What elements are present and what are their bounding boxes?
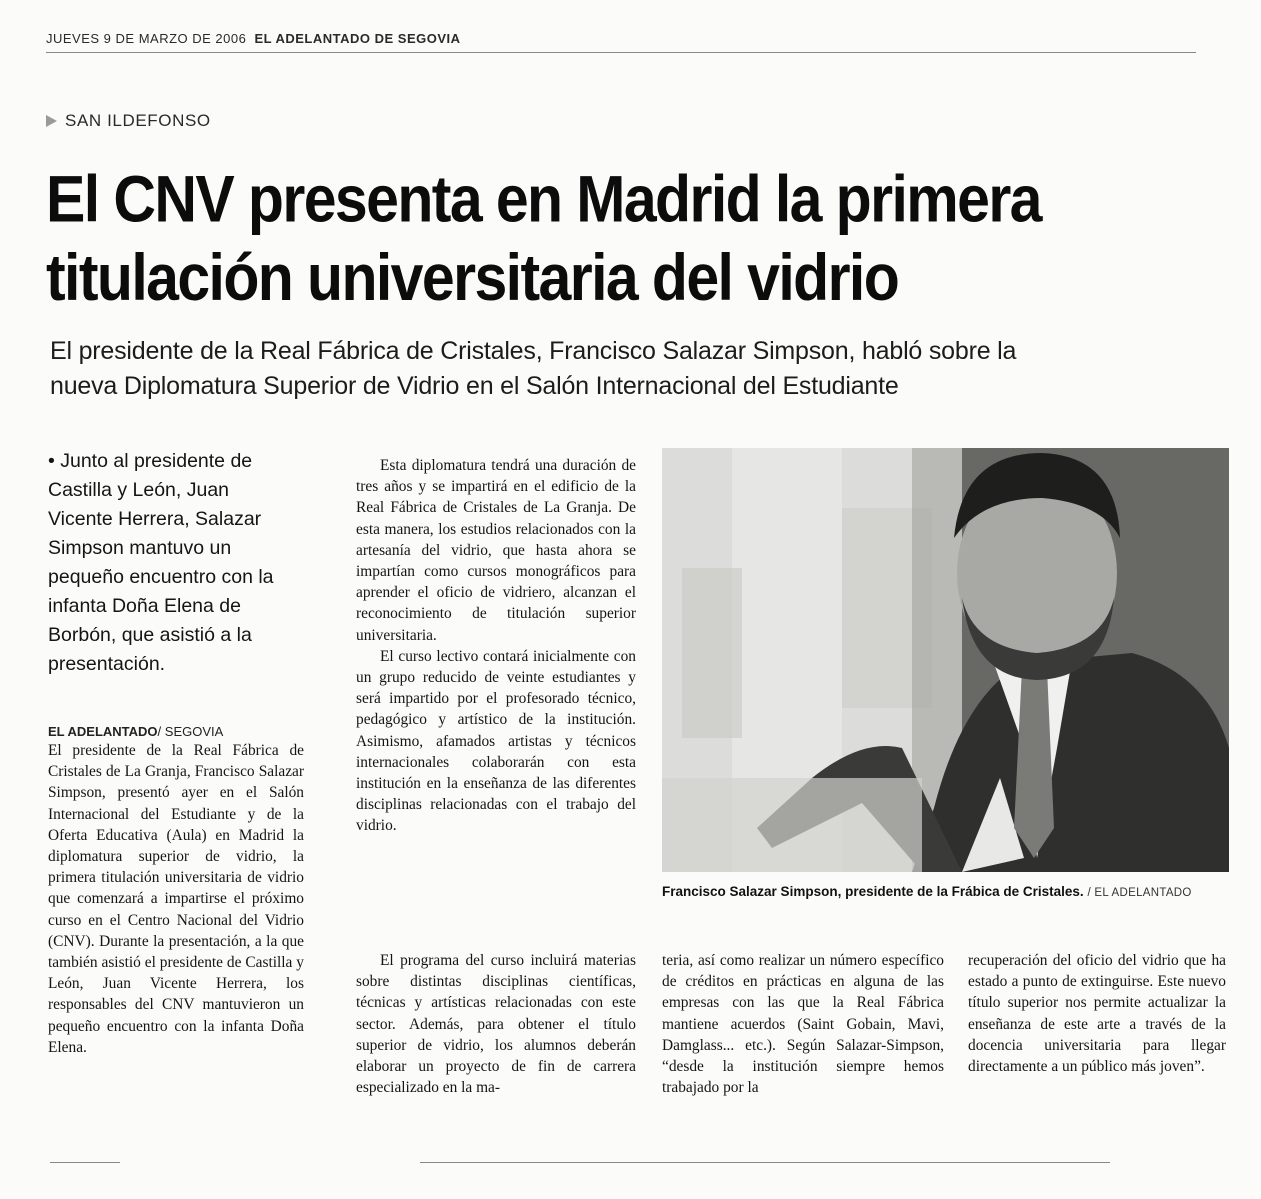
byline-agency: EL ADELANTADO bbox=[48, 724, 158, 739]
body-paragraph-4-middle: teria, así como realizar un número específico de créditos en prácticas en alguna de las empresas con las que la Real Fábrica mantiene acuerdos (Saint Gobain, Mavi, Damglass... etc.). Según Salazar-Simpson, “desde la institución siempre hemos trabajado por la bbox=[662, 952, 944, 1097]
section-label-text: SAN ILDEFONSO bbox=[65, 111, 211, 130]
masthead bbox=[46, 31, 666, 49]
section-arrow-icon bbox=[46, 115, 57, 127]
body-paragraph-4-start: El programa del curso incluirá materias sobre distintas disciplinas científicas, técnicas y artísticas relacionadas con este sector. Además, para obtener el título superior de vidrio, los alumnos deberán elaborar un proyecto de fin de carrera especializado en la ma- bbox=[356, 952, 636, 1097]
byline-place: / SEGOVIA bbox=[157, 724, 224, 739]
portrait-illustration bbox=[662, 448, 1229, 872]
body-column-2-bottom bbox=[356, 950, 636, 1098]
masthead-rule bbox=[46, 52, 1196, 53]
headline bbox=[46, 160, 1236, 317]
bottom-rule-left bbox=[50, 1162, 120, 1163]
headline-line-1: El CNV presenta en Madrid la primera bbox=[46, 162, 1041, 237]
photo-caption bbox=[662, 884, 1232, 899]
bottom-rule-right bbox=[420, 1162, 1110, 1163]
headline-line-2: titulación universitaria del vidrio bbox=[46, 240, 899, 315]
deck-line-1: El presidente de la Real Fábrica de Cristales, Francisco Salazar Simpson, habló sobre la bbox=[50, 337, 1017, 365]
photo-caption-text: Francisco Salazar Simpson, presidente de la Frábica de Cristales. bbox=[662, 884, 1084, 899]
section-label bbox=[46, 110, 211, 132]
photo-credit: / EL ADELANTADO bbox=[1087, 887, 1192, 899]
body-paragraph-2: Esta diplomatura tendrá una duración de tres años y se impartirá en el edificio de la Real Fábrica de Cristales de La Granja. De esta manera, los estudios relacionados con la artesanía del vidrio, que hasta ahora se impartían como cursos monográficos para aprender el oficio de vidriero, alcanzan el reconocimiento de titulación superior universitaria. bbox=[356, 457, 636, 644]
body-column-4 bbox=[968, 950, 1226, 1077]
body-paragraph-4-end: recuperación del oficio del vidrio que ha estado a punto de extinguirse. Este nuevo título superior nos permite actualizar la enseñanza de este arte a través de la docencia universitaria para llegar directamente a un público más joven”. bbox=[968, 952, 1226, 1076]
body-paragraph-3: El curso lectivo contará inicialmente con un grupo reducido de veinte estudiantes y será impartido por el profesorado técnico, pedagógico y artístico de la institución. Asimismo, afamados artistas y técnicos internacionales colaborarán con esta institución en la enseñanza de las diferentes disciplinas relacionadas con el trabajo del vidrio. bbox=[356, 647, 636, 835]
masthead-date: JUEVES 9 DE MARZO DE 2006 bbox=[46, 31, 247, 46]
deck-line-2: nueva Diplomatura Superior de Vidrio en el Salón Internacional del Estudiante bbox=[50, 372, 899, 400]
byline bbox=[48, 724, 298, 739]
masthead-paper-name: EL ADELANTADO DE SEGOVIA bbox=[254, 31, 461, 46]
portrait-photo bbox=[662, 448, 1229, 872]
lead-summary: • Junto al presidente de Castilla y León, Juan Vicente Herrera, Salazar Simpson mantuvo un pequeño encuentro con la infanta Doña Elena de Borbón, que asistió a la presentación. bbox=[48, 450, 274, 675]
body-column-3 bbox=[662, 950, 944, 1098]
body-column-2-top bbox=[356, 455, 636, 837]
body-paragraph-1: El presidente de la Real Fábrica de Cristales de La Granja, Francisco Salazar Simpson, presentó ayer en el Salón Internacional del Estudiante y de la Oferta Educativa (Aula) en Madrid la diplomatura superior de vidrio, la primera titulación universitaria de vidrio que comenzará a impartirse el próximo curso en el Centro Nacional del Vidrio (CNV). Durante la presentación, a la que también asistió el presidente de Castilla y León, Juan Vicente Herrera, los responsables del CNV mantuvieron un pequeño encuentro con la infanta Doña Elena. bbox=[48, 742, 304, 1056]
deck-subtitle bbox=[50, 334, 1230, 404]
body-column-1 bbox=[48, 740, 304, 1058]
